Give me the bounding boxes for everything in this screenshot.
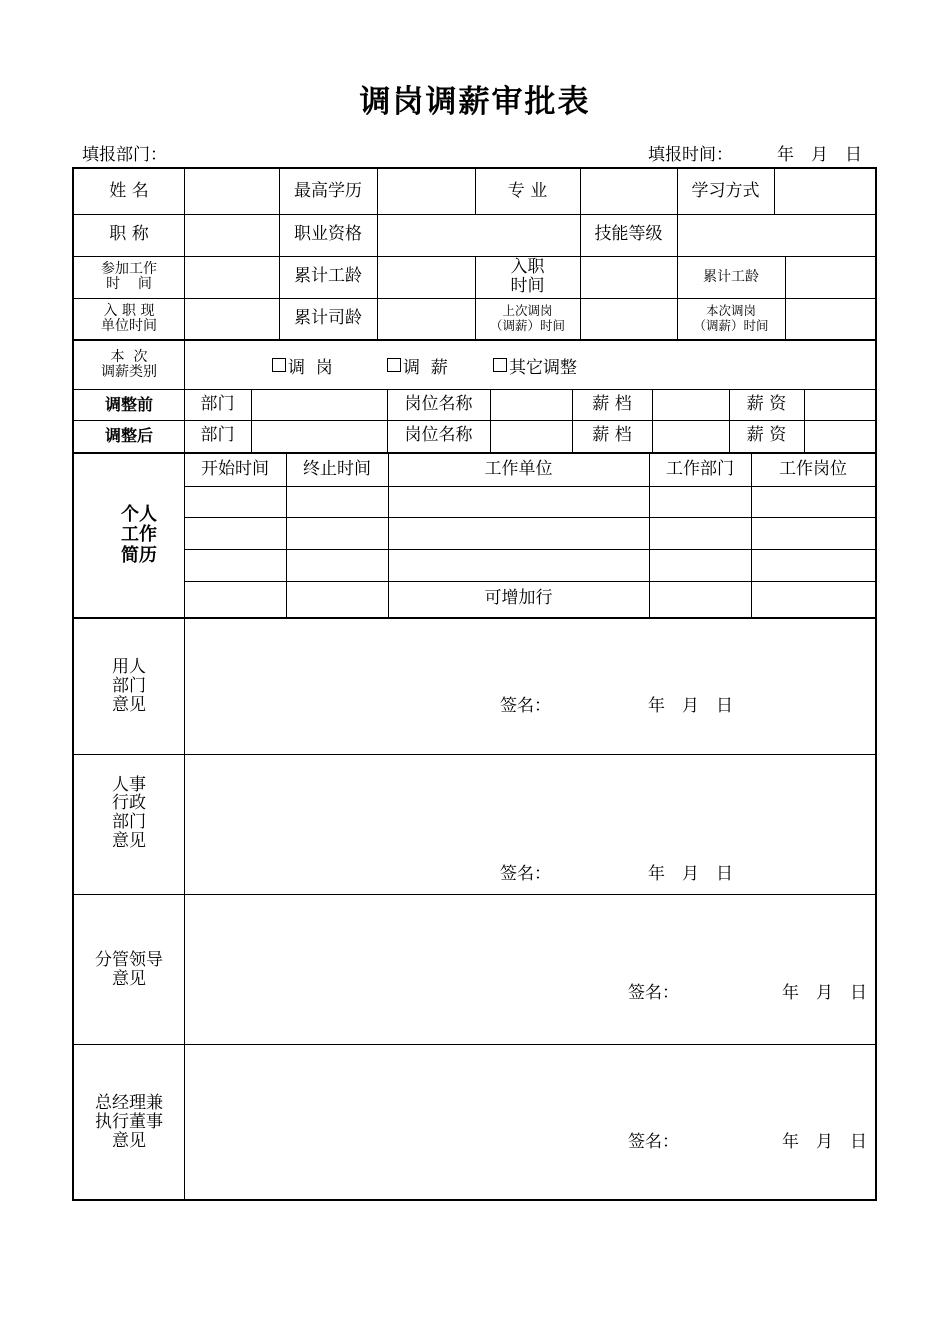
company-years-label: 累计司龄: [294, 307, 362, 328]
signature-label: 签名：: [500, 864, 551, 884]
add-row-note: 可增加行: [484, 588, 553, 609]
checkbox-icon: [387, 358, 401, 372]
salary-grade-label: 薪 档: [592, 393, 632, 414]
salary-grade-label: 薪 档: [592, 425, 632, 446]
last-adjust-time-label: 上次调岗 （调薪）时间: [489, 303, 565, 333]
gm-opinion-label: 总经理兼 执行董事 意见: [95, 1092, 163, 1152]
work-unit-header: 工作单位: [484, 459, 553, 480]
entry-unit-time-label: 入 职 现 单位时间: [101, 302, 157, 334]
join-work-time-label: 参加工作 时 间: [101, 261, 157, 292]
employer-dept-opinion-label: 用人 部门 意见: [112, 657, 146, 715]
name-label: 姓 名: [109, 180, 149, 201]
work-history-label: 个人工作简历: [121, 504, 157, 566]
dept-label: 部门: [200, 393, 235, 414]
education-label: 最高学历: [294, 180, 362, 201]
signature-date: 年 月 日: [648, 696, 733, 716]
hr-admin-opinion-label: 人事 行政 部门 意见: [112, 774, 146, 851]
checkbox-icon: [272, 358, 286, 372]
end-time-header: 终止时间: [303, 459, 371, 480]
adjust-salary-checkbox[interactable]: 调 薪: [387, 353, 448, 377]
after-adjust-label: 调整后: [104, 426, 153, 446]
salary-label: 薪 资: [746, 393, 787, 414]
signature-label: 签名：: [500, 696, 551, 716]
qualification-label: 职业资格: [294, 224, 362, 245]
study-mode-label: 学习方式: [691, 180, 760, 201]
before-adjust-label: 调整前: [104, 394, 153, 414]
fill-time-label: 填报时间：: [648, 145, 733, 165]
other-adjust-checkbox[interactable]: 其它调整: [493, 353, 577, 377]
work-dept-header: 工作部门: [666, 459, 734, 480]
start-time-header: 开始时间: [201, 459, 269, 480]
title-rank-label: 职 称: [109, 224, 149, 245]
salary-label: 薪 资: [746, 425, 787, 446]
position-name-label: 岗位名称: [404, 393, 473, 414]
signature-label: 签名：: [628, 983, 679, 1003]
this-adjust-time-label: 本次调岗 （调薪）时间: [693, 303, 769, 333]
major-label: 专 业: [507, 180, 548, 201]
checkbox-icon: [493, 358, 507, 372]
entry-time-label: 入职 时间: [510, 256, 545, 296]
work-position-header: 工作岗位: [779, 459, 847, 480]
dept-label: 部门: [200, 425, 235, 446]
skill-level-label: 技能等级: [594, 224, 663, 245]
total-years-label: 累计工龄: [294, 266, 362, 287]
signature-label: 签名：: [628, 1132, 679, 1152]
approval-form: [72, 167, 877, 1201]
position-name-label: 岗位名称: [404, 425, 473, 446]
dept-label: 填报部门：: [82, 145, 167, 165]
signature-date: 年 月 日: [782, 983, 867, 1003]
signature-date: 年 月 日: [782, 1132, 867, 1152]
adjust-type-label: 本 次 调薪类别: [101, 349, 157, 380]
supervisor-opinion-label: 分管领导 意见: [95, 949, 163, 989]
adjust-position-checkbox[interactable]: 调 岗: [272, 353, 333, 377]
fill-date: 年 月 日: [777, 145, 862, 165]
signature-date: 年 月 日: [648, 864, 733, 884]
page-title: 调岗调薪审批表: [359, 84, 591, 120]
total-years-label-2: 累计工龄: [703, 268, 759, 285]
